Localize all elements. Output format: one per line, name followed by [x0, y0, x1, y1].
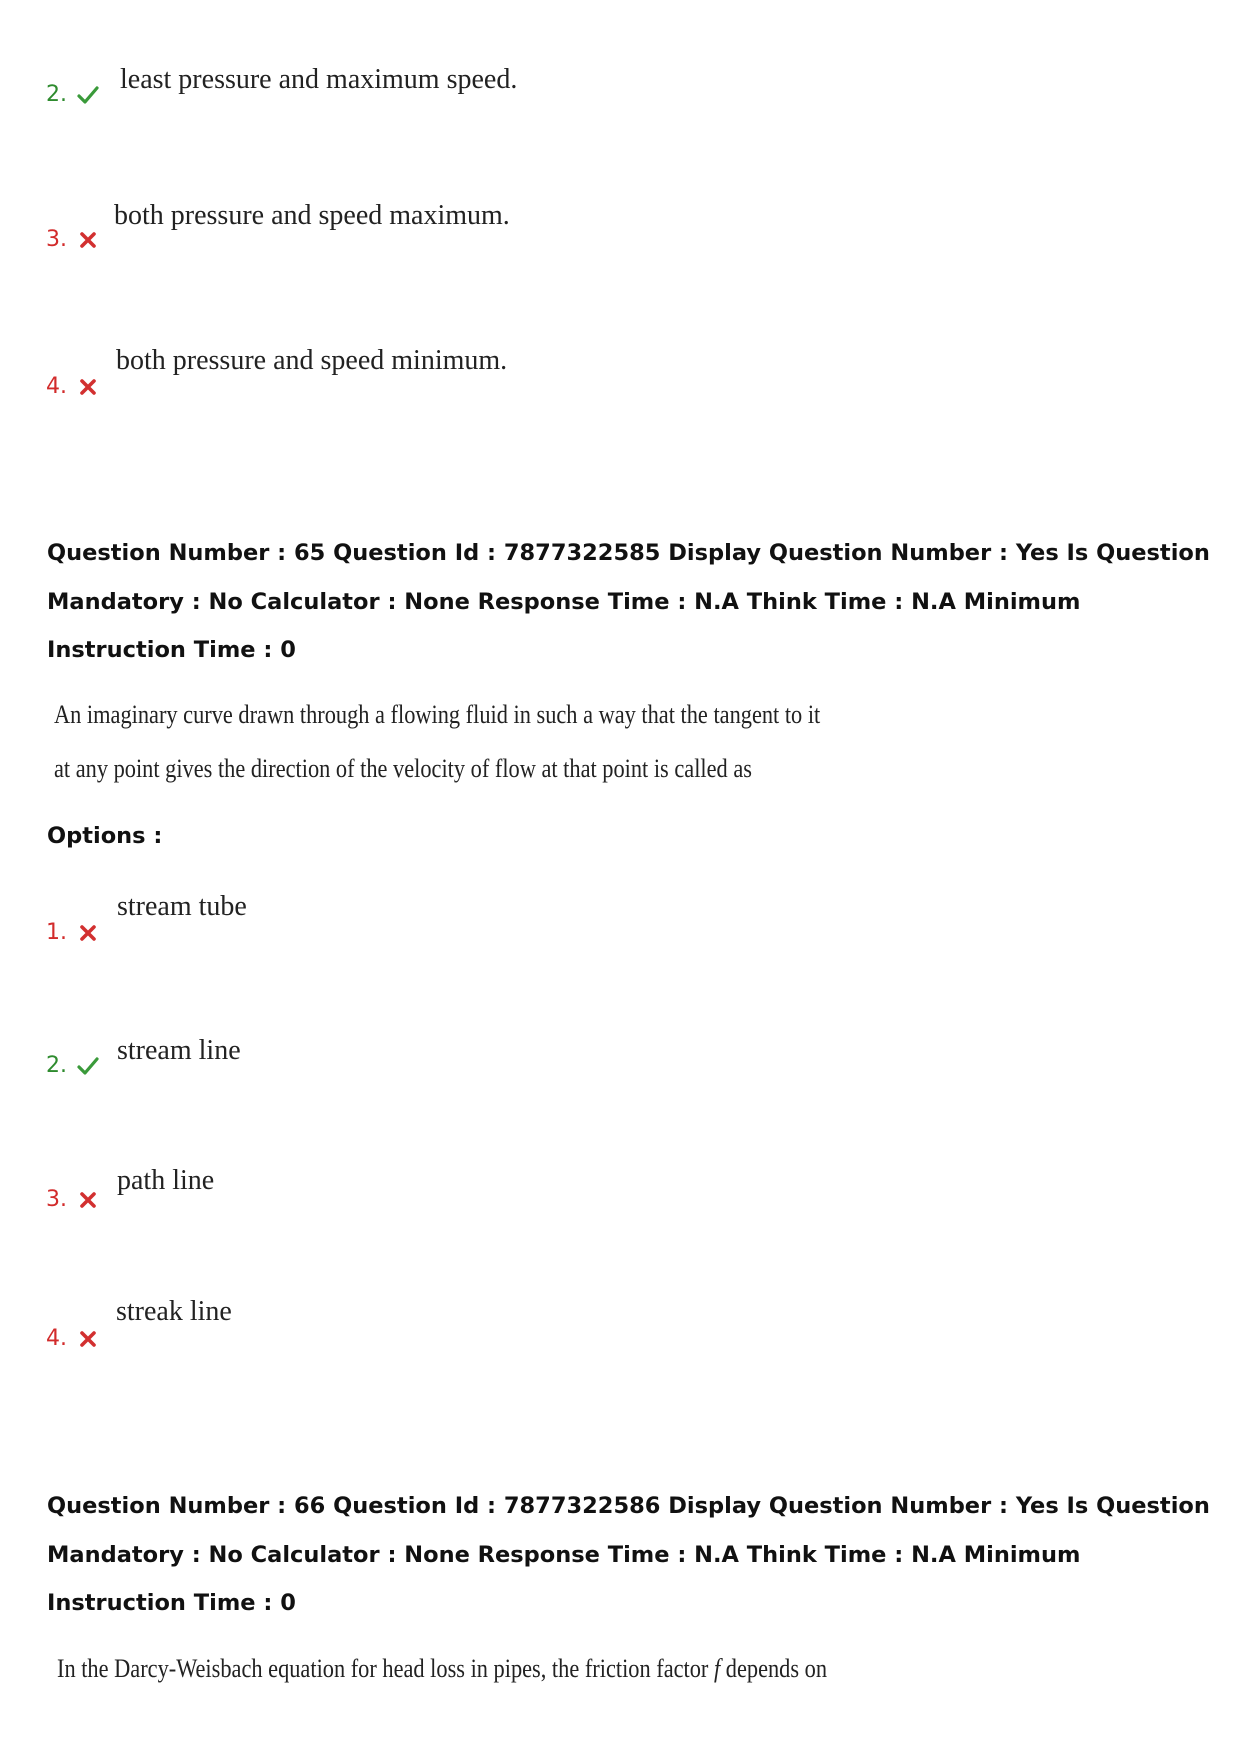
cross-icon [76, 375, 100, 399]
option-row [46, 1326, 100, 1351]
question-text-line: at any point gives the direction of the velocity of flow at that point is called as [54, 754, 752, 783]
option-row [46, 82, 100, 107]
option-number: 1. [46, 920, 67, 945]
option-number: 4. [46, 1326, 67, 1351]
option-number: 3. [46, 1187, 67, 1212]
option-row [46, 227, 100, 252]
option-text: stream tube [117, 891, 247, 922]
question-text-part: depends on [720, 1654, 828, 1683]
option-number: 3. [46, 227, 67, 252]
cross-icon [76, 921, 100, 945]
option-number: 4. [46, 374, 67, 399]
option-row [46, 1053, 100, 1078]
option-number: 2. [46, 82, 67, 107]
question-text-line [57, 1642, 827, 1696]
question-text-part: In the Darcy-Weisbach equation for head loss in pipes, the friction factor [57, 1654, 714, 1683]
check-icon [76, 83, 100, 107]
option-text: both pressure and speed maximum. [114, 200, 510, 231]
option-text: least pressure and maximum speed. [120, 64, 518, 95]
options-label: Options : [47, 823, 163, 849]
question-text-line: An imaginary curve drawn through a flowing fluid in such a way that the tangent to it [54, 700, 821, 729]
question-meta: Question Number : 65 Question Id : 7877322585 Display Question Number : Yes Is Question Mandatory : No Calculator : None Response Time : N.A Think Time : N.A Minimum Instruction Time : 0 [47, 540, 1210, 663]
option-row [46, 1187, 100, 1212]
question-meta: Question Number : 66 Question Id : 7877322586 Display Question Number : Yes Is Question Mandatory : No Calculator : None Response Time : N.A Think Time : N.A Minimum Instruction Time : 0 [47, 1493, 1210, 1616]
check-icon [76, 1054, 100, 1078]
friction-factor-variable: f [713, 1654, 721, 1683]
option-row [46, 920, 100, 945]
cross-icon [76, 1327, 100, 1351]
option-number: 2. [46, 1053, 67, 1078]
option-row [46, 374, 100, 399]
option-text: stream line [117, 1035, 241, 1066]
option-text: both pressure and speed minimum. [116, 345, 508, 376]
option-text: path line [117, 1165, 215, 1196]
cross-icon [76, 228, 100, 252]
option-text: streak line [116, 1296, 232, 1327]
cross-icon [76, 1188, 100, 1212]
